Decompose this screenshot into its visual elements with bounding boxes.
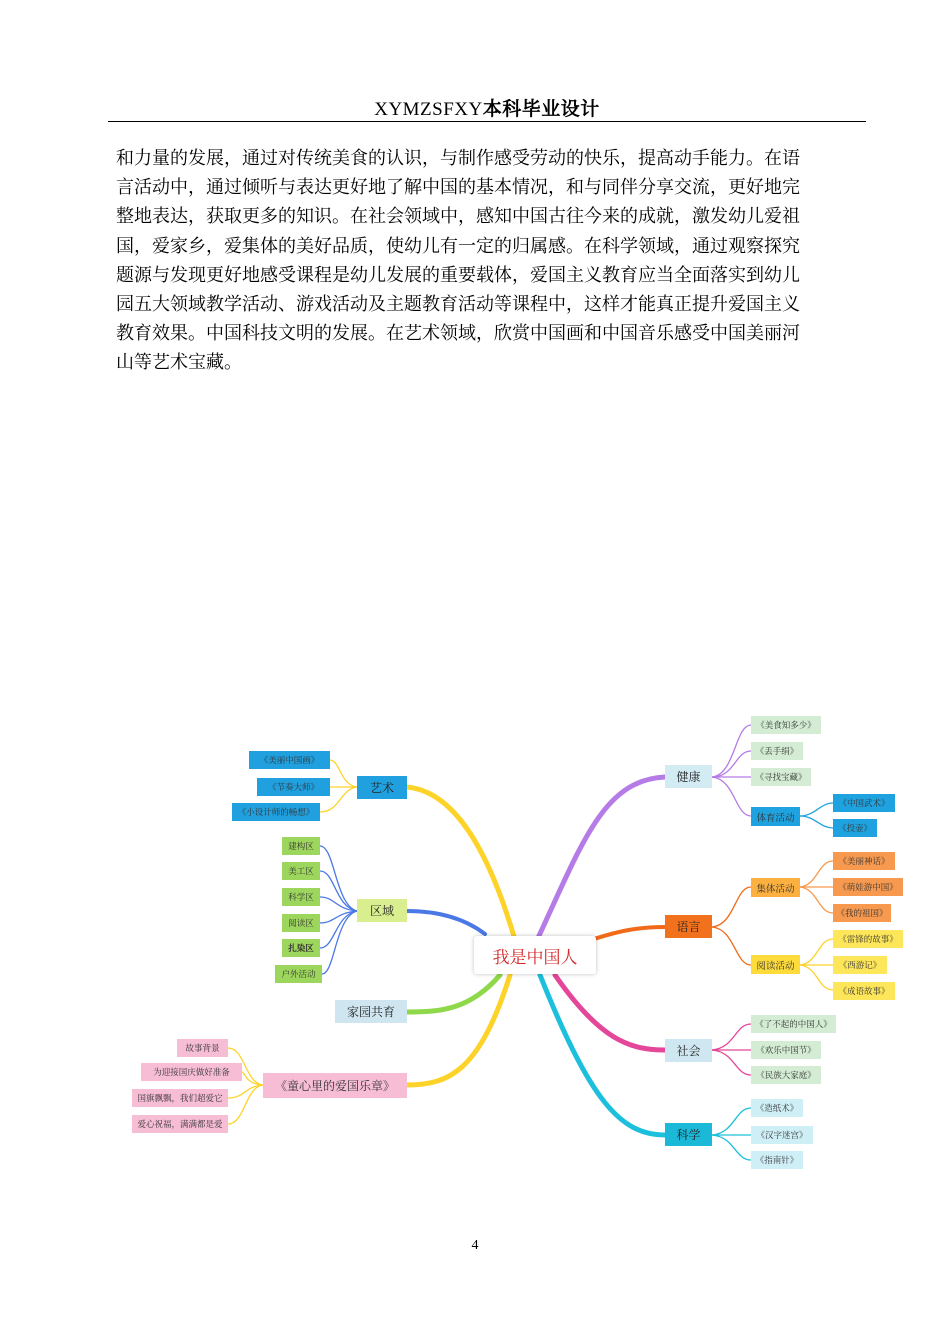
leaf-area-1: 建构区 [282, 837, 320, 855]
leaf-area-6: 户外活动 [275, 965, 322, 983]
node-chapter: 《童心里的爱国乐章》 [263, 1073, 407, 1098]
leaf-art-3: 《小设计师的畅想》 [232, 803, 320, 821]
body-line: 言活动中，通过倾听与表达更好地了解中国的基本情况，和与同伴分享交流，更好地完 [116, 177, 800, 199]
branch-home [407, 975, 500, 1012]
node-health: 健康 [665, 765, 712, 788]
leaf-health-1: 《美食知多少》 [751, 716, 821, 734]
leaf-reading-3: 《成语故事》 [833, 982, 895, 1000]
branch-area [407, 911, 485, 934]
body-line: 国，爱家乡，爱集体的美好品质，使幼儿有一定的归属感。在科学领域，通过观察探究 [116, 235, 800, 257]
leaf-science-3: 《指南针》 [751, 1151, 803, 1169]
branch-art [407, 787, 515, 940]
leaf-chapter-2: 为迎接国庆做好准备 [141, 1063, 242, 1081]
leaf-science-1: 《造纸术》 [751, 1099, 803, 1117]
node-reading-activity: 阅读活动 [751, 955, 800, 974]
node-language: 语言 [665, 915, 712, 938]
node-area: 区域 [357, 899, 407, 922]
leaf-reading-1: 《雷锋的故事》 [833, 930, 903, 948]
branch-science [540, 975, 665, 1135]
body-line: 整地表达，获取更多的知识。在社会领域中，感知中国古往今来的成就，激发幼儿爱祖 [116, 206, 800, 228]
leaf-chapter-1: 故事背景 [177, 1039, 228, 1057]
leaf-group-3: 《我的祖国》 [833, 904, 891, 922]
mind-map-root: 我是中国人 [474, 936, 596, 974]
node-society: 社会 [665, 1039, 712, 1062]
node-home-school: 家园共育 [335, 1000, 407, 1023]
body-line: 山等艺术宝藏。 [116, 352, 242, 374]
leaf-art-1: 《美丽中国画》 [249, 751, 330, 769]
node-group-activity: 集体活动 [751, 878, 800, 897]
body-line: 园五大领域教学活动、游戏活动及主题教育活动等课程中，这样才能真正提升爱国主义 [116, 294, 800, 316]
node-art: 艺术 [357, 776, 407, 799]
branch-society [555, 975, 665, 1050]
node-science: 科学 [665, 1123, 712, 1146]
body-line: 和力量的发展，通过对传统美食的认识，与制作感受劳动的快乐，提高动手能力。在语 [116, 148, 800, 169]
branch-chapter [407, 975, 510, 1085]
leaf-science-2: 《汉字迷宫》 [751, 1126, 813, 1144]
page-number: 4 [471, 1238, 479, 1253]
leaf-chapter-4: 爱心祝福，满满都是爱 [132, 1115, 228, 1133]
leaf-reading-2: 《西游记》 [833, 956, 887, 974]
leaf-area-3: 科学区 [282, 888, 320, 906]
leaf-society-1: 《了不起的中国人》 [751, 1015, 836, 1033]
leaf-sports-2: 《投壶》 [833, 819, 877, 837]
leaf-sports-1: 《中国武术》 [833, 794, 895, 812]
header-latin: XYMZSFXY [374, 99, 483, 120]
leaf-art-2: 《节奏大师》 [257, 778, 330, 796]
header-title: 本科毕业设计 [482, 98, 600, 120]
body-line: 题源与发现更好地感受课程是幼儿发展的重要载体，爱国主义教育应当全面落实到幼儿 [116, 264, 800, 286]
leaf-group-1: 《美丽神话》 [833, 852, 895, 870]
leaf-society-3: 《民族大家庭》 [751, 1066, 821, 1084]
node-sports: 体育活动 [751, 807, 800, 826]
leaf-area-5: 扎染区 [282, 939, 320, 957]
leaf-society-2: 《欢乐中国节》 [751, 1041, 821, 1059]
body-line: 教育效果。中国科技文明的发展。在艺术领域，欣赏中国画和中国音乐感受中国美丽河 [116, 323, 800, 345]
leaf-health-3: 《寻找宝藏》 [751, 768, 811, 786]
leaf-area-4: 阅读区 [282, 914, 320, 932]
branch-language [585, 927, 665, 942]
leaf-health-2: 《丢手绢》 [751, 742, 803, 760]
leaf-group-2: 《萌娃游中国》 [833, 878, 903, 896]
leaf-area-2: 美工区 [282, 862, 320, 880]
leaf-chapter-3: 国旗飘飘，我们超爱它 [132, 1089, 228, 1107]
